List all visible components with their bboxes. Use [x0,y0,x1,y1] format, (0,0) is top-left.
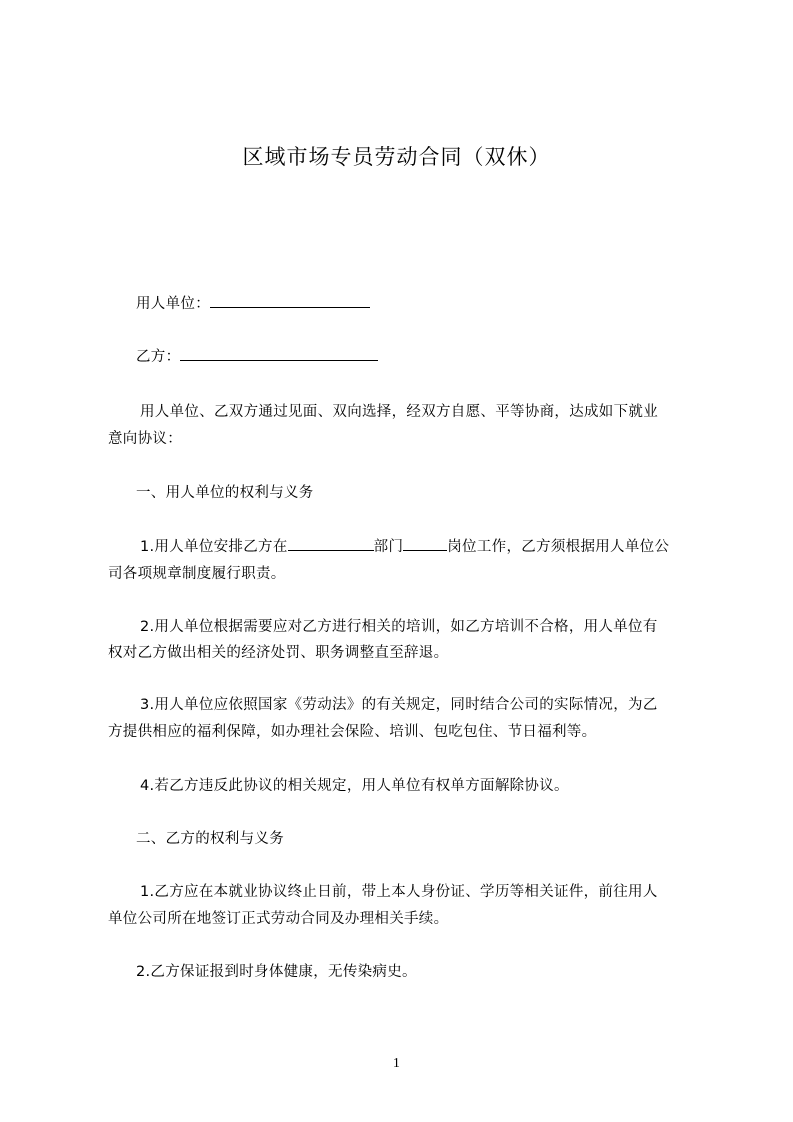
s1-item1-line1 [140,535,669,556]
document-title: 区域市场专员劳动合同（双休） [242,145,551,169]
s2-item2-line1: 2.乙方保证报到时身体健康，无传染病史。 [136,964,417,980]
s2-item1-line2: 单位公司所在地签订正式劳动合同及办理相关手续。 [108,911,449,927]
party-b-field-row [136,345,378,366]
s1-item2-line1: 2.用人单位根据需要应对乙方进行相关的培训，如乙方培训不合格，用人单位有 [140,619,658,635]
employer-label: 用人单位： [136,296,210,312]
s1-item1-text-b: 部门 [373,539,404,555]
s1-item4-line1: 4.若乙方违反此协议的相关规定，用人单位有权单方面解除协议。 [140,778,569,794]
employer-blank [210,293,370,308]
s1-item1-line2: 司各项规章制度履行职责。 [108,566,286,582]
position-blank [403,536,447,551]
s1-item3-line1: 3.用人单位应依照国家《劳动法》的有关规定，同时结合公司的实际情况，为乙 [140,697,658,713]
intro-line-1: 用人单位、乙双方通过见面、双向选择，经双方自愿、平等协商，达成如下就业 [140,404,658,420]
s1-item3-line2: 方提供相应的福利保障，如办理社会保险、培训、包吃包住、节日福利等。 [108,724,597,740]
s1-item1-text-a: 1.用人单位安排乙方在 [140,539,288,555]
section-2-heading: 二、乙方的权利与义务 [136,831,284,847]
employer-field-row [136,292,370,313]
department-blank [288,536,374,551]
party-b-label: 乙方： [136,349,181,365]
s1-item1-text-c: 岗位工作，乙方须根据用人单位公 [447,539,670,555]
page-number: 1 [392,1056,401,1071]
party-b-blank [180,346,378,361]
s2-item1-line1: 1.乙方应在本就业协议终止日前，带上本人身份证、学历等相关证件，前往用人 [140,884,658,900]
section-1-heading: 一、用人单位的权利与义务 [136,485,314,501]
intro-line-2: 意向协议： [108,431,182,447]
s1-item2-line2: 权对乙方做出相关的经济处罚、职务调整直至辞退。 [108,645,449,661]
